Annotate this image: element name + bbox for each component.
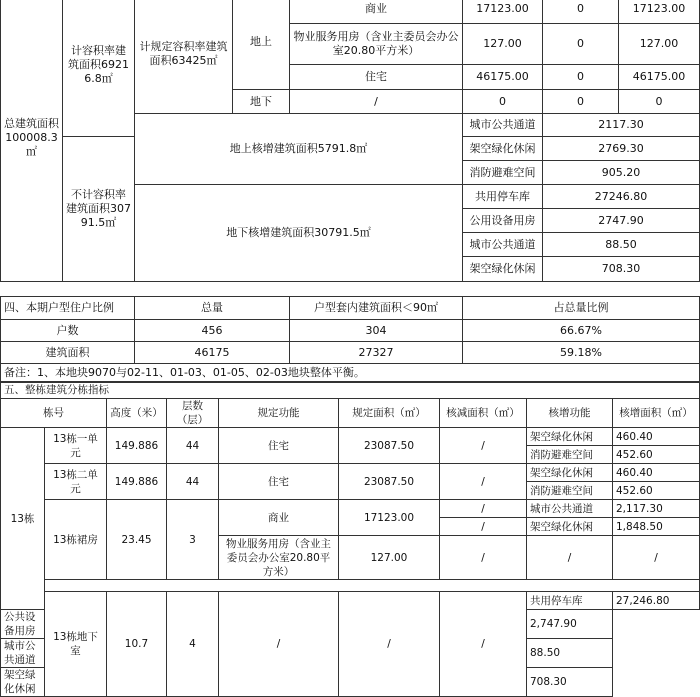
- ground-core-label: 地上核增建筑面积5791.8㎡: [135, 114, 463, 185]
- under-core-label: 地下核增建筑面积30791.5㎡: [135, 185, 463, 282]
- value-cell: 456: [135, 320, 290, 342]
- unit-ratio-table: [0, 296, 700, 383]
- unit-reduce: /: [440, 464, 527, 500]
- value-cell: 304: [290, 320, 463, 342]
- add-function: 架空绿化休闲: [527, 428, 613, 446]
- value-cell: 46175.00: [463, 65, 543, 90]
- add-area: 460.40: [613, 464, 700, 482]
- add-area: 27,246.80: [613, 592, 700, 610]
- unit-function: 住宅: [219, 464, 339, 500]
- value-cell: 127.00: [619, 24, 700, 65]
- add-function: 架空绿化休闲: [527, 464, 613, 482]
- header-ratio: 占总量比例: [463, 297, 700, 320]
- podium-area-property: 127.00: [339, 536, 440, 580]
- add-function: 架空绿化休闲: [1, 668, 45, 697]
- basement-area: /: [339, 592, 440, 697]
- func-commercial: 商业: [290, 0, 463, 24]
- unit-height: 149.886: [107, 428, 167, 464]
- add-area: 708.30: [527, 668, 613, 697]
- add-function: 消防避难空间: [527, 482, 613, 500]
- podium-area-commercial: 17123.00: [339, 500, 440, 536]
- planned-gfa-label: 计规定容积率建筑面积63425㎡: [135, 0, 233, 114]
- func-residential: 住宅: [290, 65, 463, 90]
- add-area: 2,747.90: [527, 610, 613, 639]
- value-cell: 0: [543, 90, 619, 114]
- add-area: 1,848.50: [613, 518, 700, 536]
- core-value: 27246.80: [543, 185, 700, 209]
- core-value: 2747.90: [543, 209, 700, 233]
- core-func: 共用停车库: [463, 185, 543, 209]
- value-cell: 27327: [290, 342, 463, 364]
- func-below: /: [290, 90, 463, 114]
- basement-function: /: [219, 592, 339, 697]
- add-function: 公共设备用房: [1, 610, 45, 639]
- value-cell: 0: [619, 90, 700, 114]
- below-ground-label: 地下: [233, 90, 290, 114]
- podium-floors: 3: [167, 500, 219, 580]
- basement-reduce: /: [440, 592, 527, 697]
- core-func: 公用设备用房: [463, 209, 543, 233]
- value-cell: 17123.00: [463, 0, 543, 24]
- header-area: 规定面积（㎡）: [339, 399, 440, 428]
- unit-floors: 44: [167, 464, 219, 500]
- unit-function: 住宅: [219, 428, 339, 464]
- note: 备注：1、本地块9070与02-11、01-03、01-05、02-03地块整体平衡。: [1, 364, 700, 383]
- add-area: 452.60: [613, 482, 700, 500]
- unit-area: 23087.50: [339, 464, 440, 500]
- header-function: 规定功能: [219, 399, 339, 428]
- podium-function-property: 物业服务用房（含业主委员会办公室20.80平方米）: [219, 536, 339, 580]
- far-gfa-label: 计容积率建筑面积69216.8㎡: [63, 0, 135, 137]
- add-area: /: [613, 536, 700, 580]
- value-cell: 66.67%: [463, 320, 700, 342]
- unit-name: 13栋二单元: [45, 464, 107, 500]
- core-value: 2117.30: [543, 114, 700, 137]
- podium-function-commercial: 商业: [219, 500, 339, 536]
- spacer-row: [45, 580, 700, 592]
- nonfar-gfa-label: 不计容积率建筑面积30791.5㎡: [63, 137, 135, 282]
- add-function: 架空绿化休闲: [527, 518, 613, 536]
- value-cell: 127.00: [463, 24, 543, 65]
- add-area: 452.60: [613, 446, 700, 464]
- core-value: 88.50: [543, 233, 700, 257]
- value-cell: 46175: [135, 342, 290, 364]
- core-value: 905.20: [543, 161, 700, 185]
- podium-height: 23.45: [107, 500, 167, 580]
- core-value: 708.30: [543, 257, 700, 282]
- add-function: 共用停车库: [527, 592, 613, 610]
- header-add-function: 核增功能: [527, 399, 613, 428]
- core-func: 城市公共通道: [463, 114, 543, 137]
- header-floors: 层数（层）: [167, 399, 219, 428]
- header-total: 总量: [135, 297, 290, 320]
- value-cell: 0: [543, 65, 619, 90]
- row-label: 户数: [1, 320, 135, 342]
- add-area: 88.50: [527, 639, 613, 668]
- basement-name: 13栋地下室: [45, 592, 107, 697]
- gfa-table: [0, 0, 700, 282]
- add-function: 城市公共通道: [1, 639, 45, 668]
- section-5-title: 五、整栋建筑分栋指标: [1, 382, 700, 399]
- header-height: 高度（米）: [107, 399, 167, 428]
- building-table: [0, 381, 700, 697]
- podium-reduce: /: [440, 518, 527, 536]
- basement-floors: 4: [167, 592, 219, 697]
- header-building-no: 栋号: [1, 399, 107, 428]
- value-cell: 59.18%: [463, 342, 700, 364]
- core-value: 2769.30: [543, 137, 700, 161]
- value-cell: 0: [543, 24, 619, 65]
- value-cell: 17123.00: [619, 0, 700, 24]
- add-area: 2,117.30: [613, 500, 700, 518]
- podium-reduce: /: [440, 500, 527, 518]
- core-func: 架空绿化休闲: [463, 137, 543, 161]
- section-4-title: 四、本期户型住户比例: [1, 297, 135, 320]
- unit-floors: 44: [167, 428, 219, 464]
- core-func: 城市公共通道: [463, 233, 543, 257]
- unit-height: 149.886: [107, 464, 167, 500]
- add-area: 460.40: [613, 428, 700, 446]
- header-small-units: 户型套内建筑面积＜90㎡: [290, 297, 463, 320]
- func-property-service: 物业服务用房（含业主委员会办公室20.80平方米）: [290, 24, 463, 65]
- basement-height: 10.7: [107, 592, 167, 697]
- above-ground-label: 地上: [233, 0, 290, 90]
- add-function: 消防避难空间: [527, 446, 613, 464]
- add-function: /: [527, 536, 613, 580]
- total-gfa-label: 总建筑面积100008.3㎡: [1, 0, 63, 282]
- add-function: 城市公共通道: [527, 500, 613, 518]
- value-cell: 46175.00: [619, 65, 700, 90]
- podium-reduce: /: [440, 536, 527, 580]
- podium-name: 13栋裙房: [45, 500, 107, 580]
- unit-area: 23087.50: [339, 428, 440, 464]
- core-func: 架空绿化休闲: [463, 257, 543, 282]
- unit-reduce: /: [440, 428, 527, 464]
- value-cell: 0: [463, 90, 543, 114]
- unit-name: 13栋一单元: [45, 428, 107, 464]
- core-func: 消防避难空间: [463, 161, 543, 185]
- row-label: 建筑面积: [1, 342, 135, 364]
- header-reduce: 核减面积（㎡）: [440, 399, 527, 428]
- value-cell: 0: [543, 0, 619, 24]
- block-13-label: 13栋: [1, 428, 45, 610]
- header-add-area: 核增面积（㎡）: [613, 399, 700, 428]
